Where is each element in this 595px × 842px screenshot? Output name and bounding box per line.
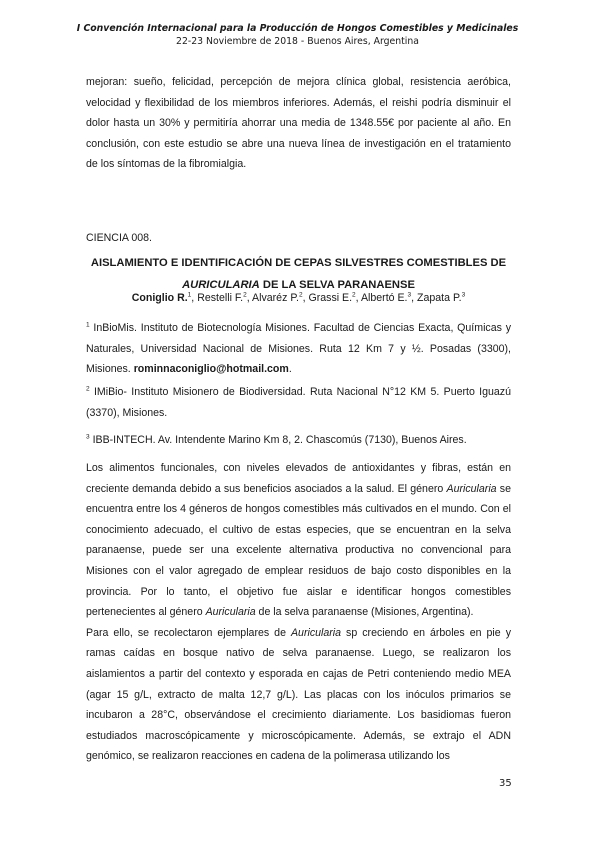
author-1-sup: 1	[187, 291, 192, 299]
body-paragraph-2	[86, 623, 511, 767]
author-5-sup: 3	[407, 291, 412, 299]
authors-line: Coniglio R.$^1$, Restelli F.$^2$, Alvaréz P.$^2$, Grassi E.$^2$, Albertó E.$^3$, Zapata P.$^3$	[131, 291, 466, 304]
conference-header	[0, 22, 595, 48]
affiliation-1-sup: 1	[86, 321, 90, 329]
body-text	[86, 458, 511, 767]
body-p2-genus: Auricularia	[290, 626, 342, 639]
author-6-sup: 3	[461, 291, 466, 299]
body-p1-genus-2: Auricularia	[205, 606, 256, 619]
affiliation-3-text: IBB-INTECH. Av. Intendente Marino Km 8, 2. Chascomús (7130), Buenos Aires.	[92, 434, 467, 446]
title-italic-genus: AURICULARIA	[182, 279, 260, 291]
body-p1-text-2: se encuentra entre los 4 géneros de hongos comestibles más cultivados en el mundo. Con el conocimiento adecuado, el cultivo de estas especies, que se encuentran en la selva paranaense, puede ser una excelente alternativa productiva no convencional para Misiones con el valor agregado de emplear residuos de bajo costo disponibles en la provincia. Por lo tanto, el objetivo fue aislar e identificar hongos comestibles pertenecientes al género	[86, 482, 511, 619]
body-p2-text-1: Para ello, se recolectaron ejemplares de	[86, 626, 291, 639]
conference-date-location: 22-23 Noviembre de 2018 - Buenos Aires, Argentina	[176, 36, 419, 47]
title-part1: AISLAMIENTO E IDENTIFICACIÓN DE CEPAS SILVESTRES COMESTIBLES DE	[90, 257, 507, 269]
page-number: 35	[499, 778, 512, 789]
affiliation-3-sup: 3	[86, 433, 90, 441]
author-4-sup: 2	[352, 291, 356, 299]
author-5: Albertó E.	[360, 292, 408, 304]
author-2: Restelli F.	[197, 292, 244, 304]
author-1: Coniglio R.	[131, 292, 188, 304]
author-6: Zapata P.	[417, 292, 462, 304]
body-p1-genus-1: Auricularia	[446, 482, 497, 495]
intro-paragraph: mejoran: sueño, felicidad, percepción de mejora clínica global, resistencia aeróbica, velocidad y flexibilidad de los miembros inferiores. Además, el reishi podría disminuir el dolor hasta un 30% y permitiría ahorrar una media de 1348.55€ por paciente al año. En conclusión, con este estudio se abre una nueva línea de investigación en el tratamiento de los síntomas de la fibromialgia.	[86, 76, 511, 171]
affiliation-1-text: InBioMis. Instituto de Biotecnología Misiones. Facultad de Ciencias Exacta, Químicas y Naturales, Universidad Nacional de Misiones. Ruta 12 Km 7 y ½. Posadas (3300), Misiones.	[86, 322, 511, 376]
affiliation-1-after: .	[288, 363, 292, 376]
body-paragraph-1	[86, 458, 511, 623]
body-p2-text-2: sp creciendo en árboles en pie y ramas caídas en bosque nativo de selva paranaense. Luego, se realizaron los aislamientos a partir del contexto y esporada en cajas de Petri conteniendo medio MEA (agar 15 g/L, extracto de malta 12,7 g/L). Las placas con los inóculos primarios se incubaron a 28°C, observándose el crecimiento diariamente. Los basidiomas fueron estudiados macroscópicamente y microscópicamente. Además, se extrajo el ADN genómico, se realizaron reacciones en cadena de la polimerasa utilizando los	[86, 626, 511, 763]
contact-email[interactable]: rominnaconiglio@hotmail.com	[133, 363, 289, 376]
affiliation-1	[86, 318, 511, 380]
body-p1-text-3: de la selva paranaense (Misiones, Argentina).	[255, 606, 474, 619]
conference-title: I Convención Internacional para la Producción de Hongos Comestibles y Medicinales	[76, 23, 519, 34]
intro-text-block	[86, 72, 511, 175]
author-4: Grassi E.	[308, 292, 353, 304]
author-3: Alvaréz P.	[252, 292, 299, 304]
affiliation-3	[86, 430, 511, 451]
title-part2: DE LA SELVA PARANAENSE	[259, 279, 415, 291]
body-p1-text-1: Los alimentos funcionales, con niveles elevados de antioxidantes y fibras, están en creciente demanda debido a sus beneficios asociados a la salud. El género	[86, 462, 511, 495]
affiliation-2-text: IMiBio- Instituto Misionero de Biodiversidad. Ruta Nacional N°12 KM 5. Puerto Iguazú (3370), Misiones.	[86, 386, 511, 419]
author-3-sup: 2	[298, 291, 303, 299]
affiliation-2-sup: 2	[86, 385, 90, 393]
author-2-sup: 2	[243, 291, 247, 299]
affiliation-2	[86, 382, 511, 423]
abstract-code: CIENCIA 008.	[86, 232, 152, 244]
